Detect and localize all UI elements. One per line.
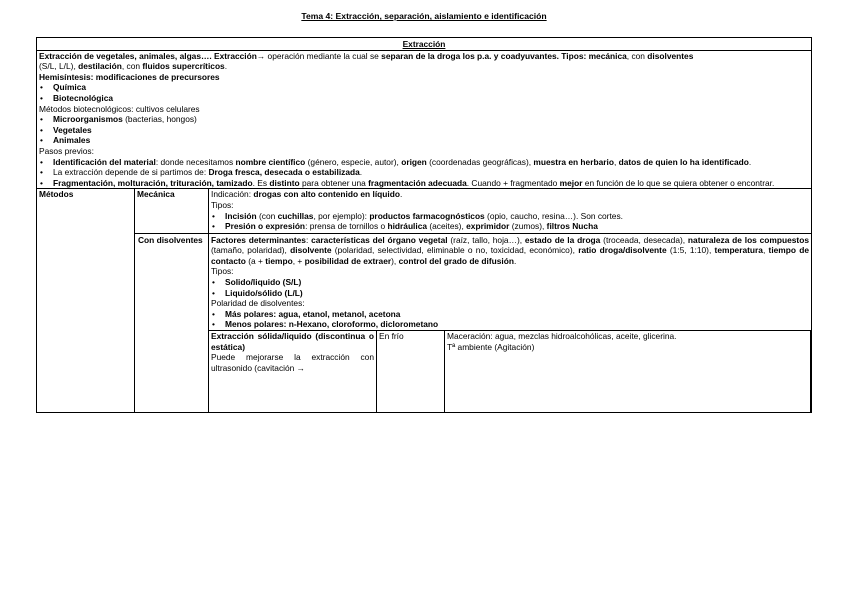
extraction-table [36,37,812,413]
extraccion-sl-table [208,330,811,413]
list-item: • Biotecnológica [53,93,809,104]
list-item: • Animales [53,135,809,146]
extraccion-sl-desc [209,331,377,413]
maceracion-cell [445,331,811,413]
list-item: • La extracción depende de si partimos de: Droga fresca, desecada o estabilizada. [53,167,809,178]
mecanica-list [211,211,809,232]
intro-line-2: (S/L, L/L), destilación, con fluidos supercríticos. [39,61,228,72]
intro-cell [37,50,812,189]
list-item: • Vegetales [53,125,809,136]
hemisintesis-list [39,82,809,103]
intro-line-1: Extracción de vegetales, animales, algas…. Extracción→ operación mediante la cual se separan de la droga los p.a. y coadyuvantes. Tipos: mecánica, con disolventes [39,50,694,61]
section-title: Extracción [37,38,812,51]
list-item: • Presión o expresión: prensa de tornillos o hidráulica (aceites), exprimidor (zumos), filtros Nucha [225,221,809,232]
disolventes-label: Con disolventes [135,233,209,412]
hemisintesis-heading: Hemisíntesis: modificaciones de precursores [39,71,220,82]
disolventes-tipos: Tipos: [211,266,234,277]
metodos-label: Métodos [37,189,135,413]
list-item: • Solido/liquido (S/L) [225,277,809,288]
list-item: • Más polares: agua, etanol, metanol, acetona [225,309,809,320]
list-item: • Menos polares: n-Hexano, cloroformo, diclorometano [225,319,809,330]
factores-determinantes: Factores determinantes: características del órgano vegetal (raíz, tallo, hoja…), estado de la droga (troceada, desecada), naturaleza de los compuestos (tamaño, polaridad), disolvente (polaridad, selectividad, eliminable o no, toxicidad, económico), ratio droga/disolvente (1:5, 1:10), temperatura, tiempo de contacto (a + tiempo, + posibilidad de extraer), control del grado de difusión. [211,234,810,266]
biotec-list [39,114,809,146]
list-item: • Fragmentación, molturación, trituración, tamizado. Es distinto para obtener una fragmentación adecuada. Cuando + fragmentado mejor en función de lo que se quiera obtener o encontrar. [53,178,809,189]
list-item: • Química [53,82,809,93]
disolventes-content [209,233,812,412]
mecanica-label: Mecánica [135,189,209,233]
list-item: • Microorganismos (bacterias, hongos) [53,114,809,125]
disolventes-tipos-list [211,277,809,298]
biotec-heading: Métodos biotecnológicos: cultivos celulares [39,103,200,114]
temperatura-text: Tª ambiente (Agitación) [447,341,535,352]
maceracion-text: Maceración: agua, mezclas hidroalcohólicas, aceite, glicerina. [447,331,677,342]
list-item: • Liquido/sólido (L/L) [225,288,809,299]
extraccion-sl-note: Puede mejorarse la extracción con ultrasonido (cavitación → [211,352,374,373]
pasos-list [39,157,809,189]
metodo-en-frio: En frío [377,331,445,413]
pasos-heading: Pasos previos: [39,145,94,156]
polaridad-list [211,309,809,330]
mecanica-content [209,189,812,233]
list-item: • Identificación del material: donde necesitamos nombre científico (género, especie, autor), origen (coordenadas geográficas), muestra en herbario, datos de quien lo ha identificado. [53,157,809,168]
document-title: Tema 4: Extracción, separación, aislamiento e identificación [301,11,547,21]
polaridad-heading: Polaridad de disolventes: [211,298,305,309]
mecanica-indicacion: Indicación: drogas con alto contenido en líquido. [211,189,403,200]
list-item: • Incisión (con cuchillas, por ejemplo): productos farmacognósticos (opio, caucho, resina…). Son cortes. [225,211,809,222]
mecanica-tipos: Tipos: [211,199,234,210]
extraccion-sl-title: Extracción sólida/liquido (discontinua o estática) [211,331,374,352]
